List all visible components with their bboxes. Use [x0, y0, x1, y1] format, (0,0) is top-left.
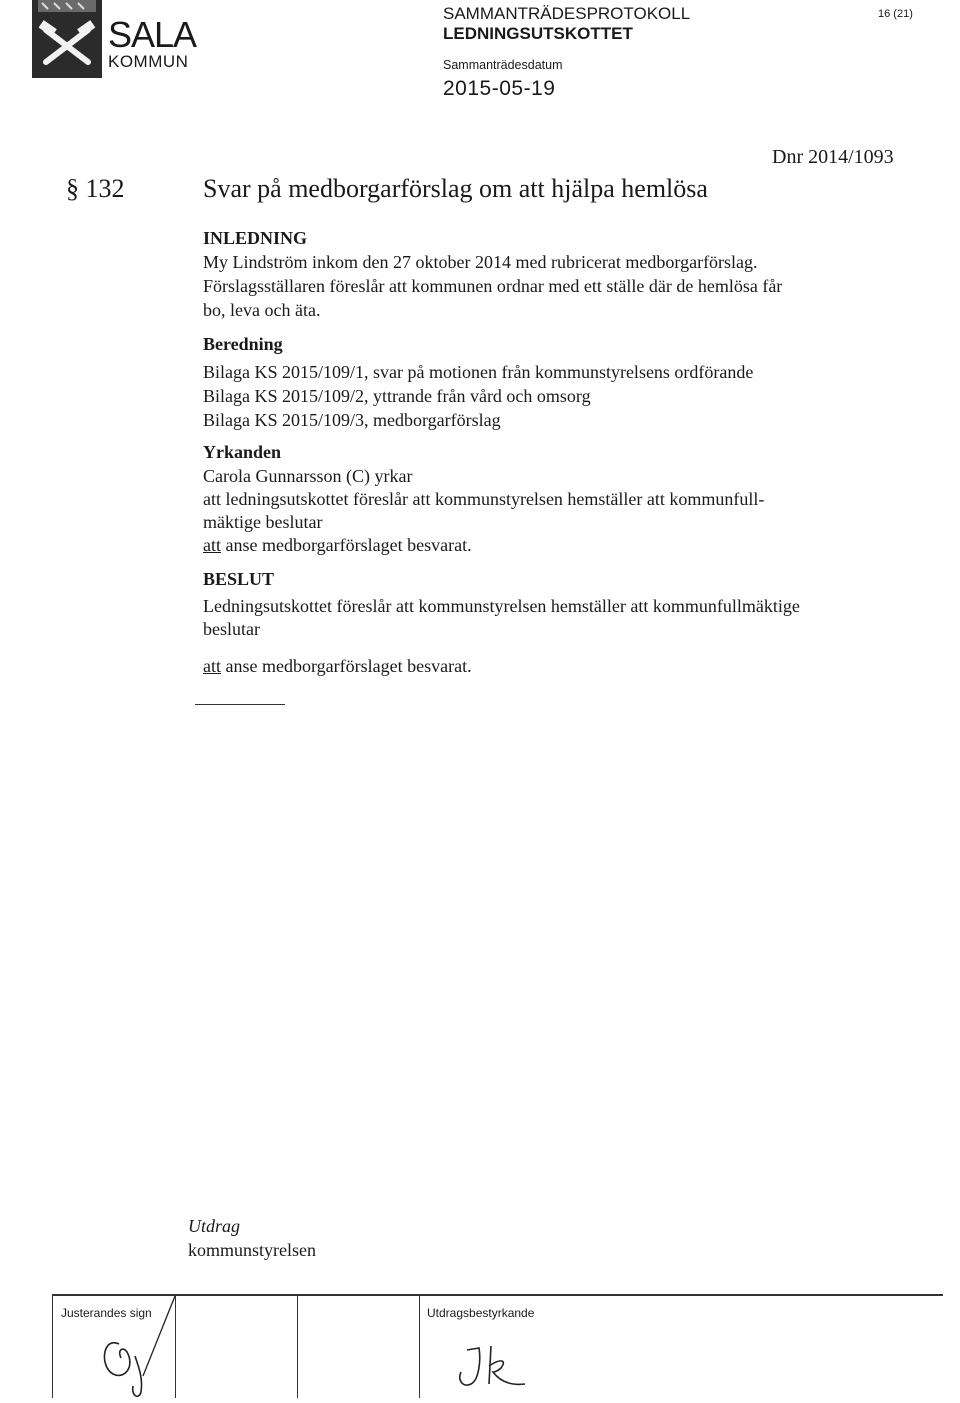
- att-keyword: att: [203, 535, 221, 555]
- attachment-line: Bilaga KS 2015/109/1, svar på motionen från kommunstyrelsens ordförande: [203, 362, 754, 382]
- brand-name: SALA: [108, 14, 197, 55]
- utdrag-recipient: kommunstyrelsen: [188, 1240, 316, 1260]
- beslut-line: Ledningsutskottet föreslår att kommunstyrelsen hemställer att kommunfullmäktige: [203, 596, 800, 616]
- inledning-line: bo, leva och äta.: [203, 300, 321, 320]
- certification-label: Utdragsbestyrkande: [427, 1306, 535, 1320]
- signature-table: [52, 1294, 943, 1398]
- handwritten-initials-signature: [83, 1296, 203, 1400]
- municipal-crest-logo: [32, 0, 102, 78]
- section-end-rule: [195, 704, 285, 705]
- handwritten-certifier-signature: [449, 1340, 549, 1398]
- yrkanden-line: att ledningsutskottet föreslår att kommunstyrelsen hemställer att kommunfull-: [203, 489, 765, 509]
- meeting-date: 2015-05-19: [443, 77, 556, 100]
- inledning-heading: INLEDNING: [203, 228, 308, 248]
- inledning-line: My Lindström inkom den 27 oktober 2014 med rubricerat medborgarförslag.: [203, 252, 758, 272]
- beslut-heading: BESLUT: [203, 569, 275, 589]
- brand-subtitle: KOMMUN: [108, 52, 189, 71]
- signature-label: Justerandes sign: [61, 1306, 152, 1320]
- yrkanden-att-clause: [203, 535, 472, 556]
- committee-name: LEDNINGSUTSKOTTET: [443, 24, 633, 43]
- crest-icon: [32, 0, 102, 78]
- inledning-line: Förslagsställaren föreslår att kommunen ordnar med ett ställe där de hemlösa får: [203, 276, 783, 296]
- beslut-att-clause: [203, 656, 472, 677]
- beredning-heading: Beredning: [203, 334, 283, 354]
- paragraph-number: § 132: [66, 174, 125, 203]
- meeting-date-label: Sammanträdesdatum: [443, 58, 563, 72]
- beslut-line: beslutar: [203, 619, 260, 639]
- yrkanden-heading: Yrkanden: [203, 442, 282, 462]
- utdrag-label: Utdrag: [188, 1216, 241, 1236]
- yrkanden-line: mäktige beslutar: [203, 512, 323, 532]
- yrkanden-line: Carola Gunnarsson (C) yrkar: [203, 466, 413, 486]
- document-type: SAMMANTRÄDESPROTOKOLL: [443, 4, 691, 23]
- case-number: Dnr 2014/1093: [772, 146, 894, 168]
- attachment-line: Bilaga KS 2015/109/2, yttrande från vård och omsorg: [203, 386, 591, 406]
- att-clause-text: anse medborgarförslaget besvarat.: [221, 535, 472, 555]
- table-divider: [297, 1296, 298, 1398]
- table-divider: [419, 1296, 420, 1398]
- case-title: Svar på medborgarförslag om att hjälpa hemlösa: [203, 174, 708, 203]
- att-clause-text: anse medborgarförslaget besvarat.: [221, 656, 472, 676]
- page-number: 16 (21): [878, 8, 913, 20]
- attachment-line: Bilaga KS 2015/109/3, medborgarförslag: [203, 410, 501, 430]
- att-keyword: att: [203, 656, 221, 676]
